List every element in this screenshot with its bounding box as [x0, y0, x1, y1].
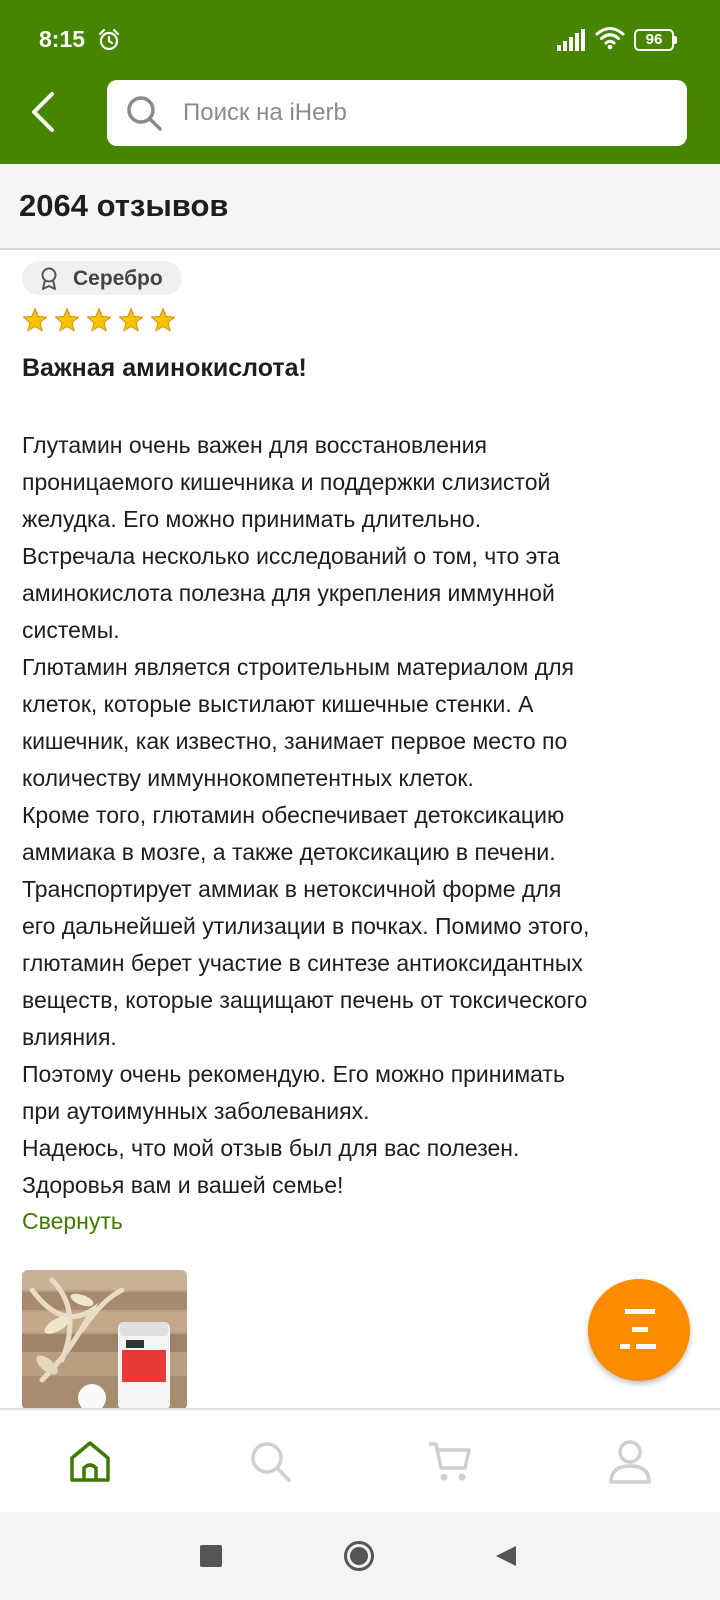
review-line: Кроме того, глютамин обеспечивает детоксикацию — [22, 802, 565, 828]
review-line: Здоровья вам и вашей семье! — [22, 1172, 344, 1198]
back-button[interactable] — [22, 86, 66, 138]
search-icon — [125, 94, 163, 132]
back-nav-button[interactable] — [494, 1544, 518, 1568]
reviews-count-bar — [0, 164, 720, 250]
review-line: количеству иммуннокомпетентных клеток. — [22, 765, 474, 791]
review-body — [22, 427, 712, 1204]
cart-icon[interactable] — [425, 1436, 475, 1486]
review-line: его дальнейшей утилизации в почках. Помимо этого, — [22, 913, 590, 939]
review-line: Встречала несколько исследований о том, что эта — [22, 543, 560, 569]
review-line: при аутоимунных заболеваниях. — [22, 1098, 370, 1124]
battery-level: 96 — [634, 29, 674, 51]
review-line: Поэтому очень рекомендую. Его можно принимать — [22, 1061, 565, 1087]
review-line: влияния. — [22, 1024, 117, 1050]
battery-tip — [674, 36, 677, 44]
wifi-icon — [595, 26, 625, 50]
battery-indicator — [634, 29, 678, 51]
system-navigation-bar — [0, 1512, 720, 1600]
status-time: 8:15 — [39, 26, 86, 52]
badge-label: Серебро — [73, 267, 163, 290]
review-line: аммиака в мозге, а также детоксикацию в печени. — [22, 839, 556, 865]
search-input[interactable] — [183, 88, 663, 138]
star-icon — [86, 307, 112, 333]
review-line: веществ, которые защищают печень от токсического — [22, 987, 588, 1013]
review-line: клеток, которые выстилают кишечные стенки. А — [22, 691, 534, 717]
star-icon — [118, 307, 144, 333]
search-bar[interactable] — [107, 80, 687, 146]
award-ribbon-icon — [39, 267, 59, 290]
bottom-navigation — [0, 1408, 720, 1512]
search-icon[interactable] — [245, 1436, 295, 1486]
review-line: Глутамин очень важен для восстановления — [22, 432, 487, 458]
review-photo[interactable] — [22, 1270, 187, 1410]
review-line: Транспортирует аммиак в нетоксичной форме для — [22, 876, 562, 902]
reviewer-badge — [22, 261, 182, 295]
star-icon — [54, 307, 80, 333]
review-line: аминокислота полезна для укрепления иммунной — [22, 580, 555, 606]
review-line: кишечник, как известно, занимает первое место по — [22, 728, 568, 754]
recent-apps-button[interactable] — [200, 1545, 222, 1567]
home-icon[interactable] — [65, 1436, 115, 1486]
menu-fab[interactable] — [588, 1279, 690, 1381]
collapse-link[interactable]: Свернуть — [22, 1208, 123, 1234]
review-title: Важная аминокислота! — [22, 354, 307, 382]
review-line: желудка. Его можно принимать длительно. — [22, 506, 482, 532]
review-line: Надеюсь, что мой отзыв был для вас полезен. — [22, 1135, 520, 1161]
home-button[interactable] — [343, 1540, 375, 1572]
rating-stars — [22, 307, 176, 335]
signal-icon — [557, 29, 585, 51]
star-icon — [150, 307, 176, 333]
alarm-icon — [97, 28, 121, 52]
review-line: глютамин берет участие в синтезе антиоксидантных — [22, 950, 583, 976]
account-icon[interactable] — [605, 1436, 655, 1486]
reviews-count: 2064 отзывов — [19, 188, 229, 223]
star-icon — [22, 307, 48, 333]
review-line: Глютамин является строительным материалом для — [22, 654, 574, 680]
review-line: системы. — [22, 617, 120, 643]
app-header — [0, 0, 720, 164]
review-line: проницаемого кишечника и поддержки слизистой — [22, 469, 551, 495]
